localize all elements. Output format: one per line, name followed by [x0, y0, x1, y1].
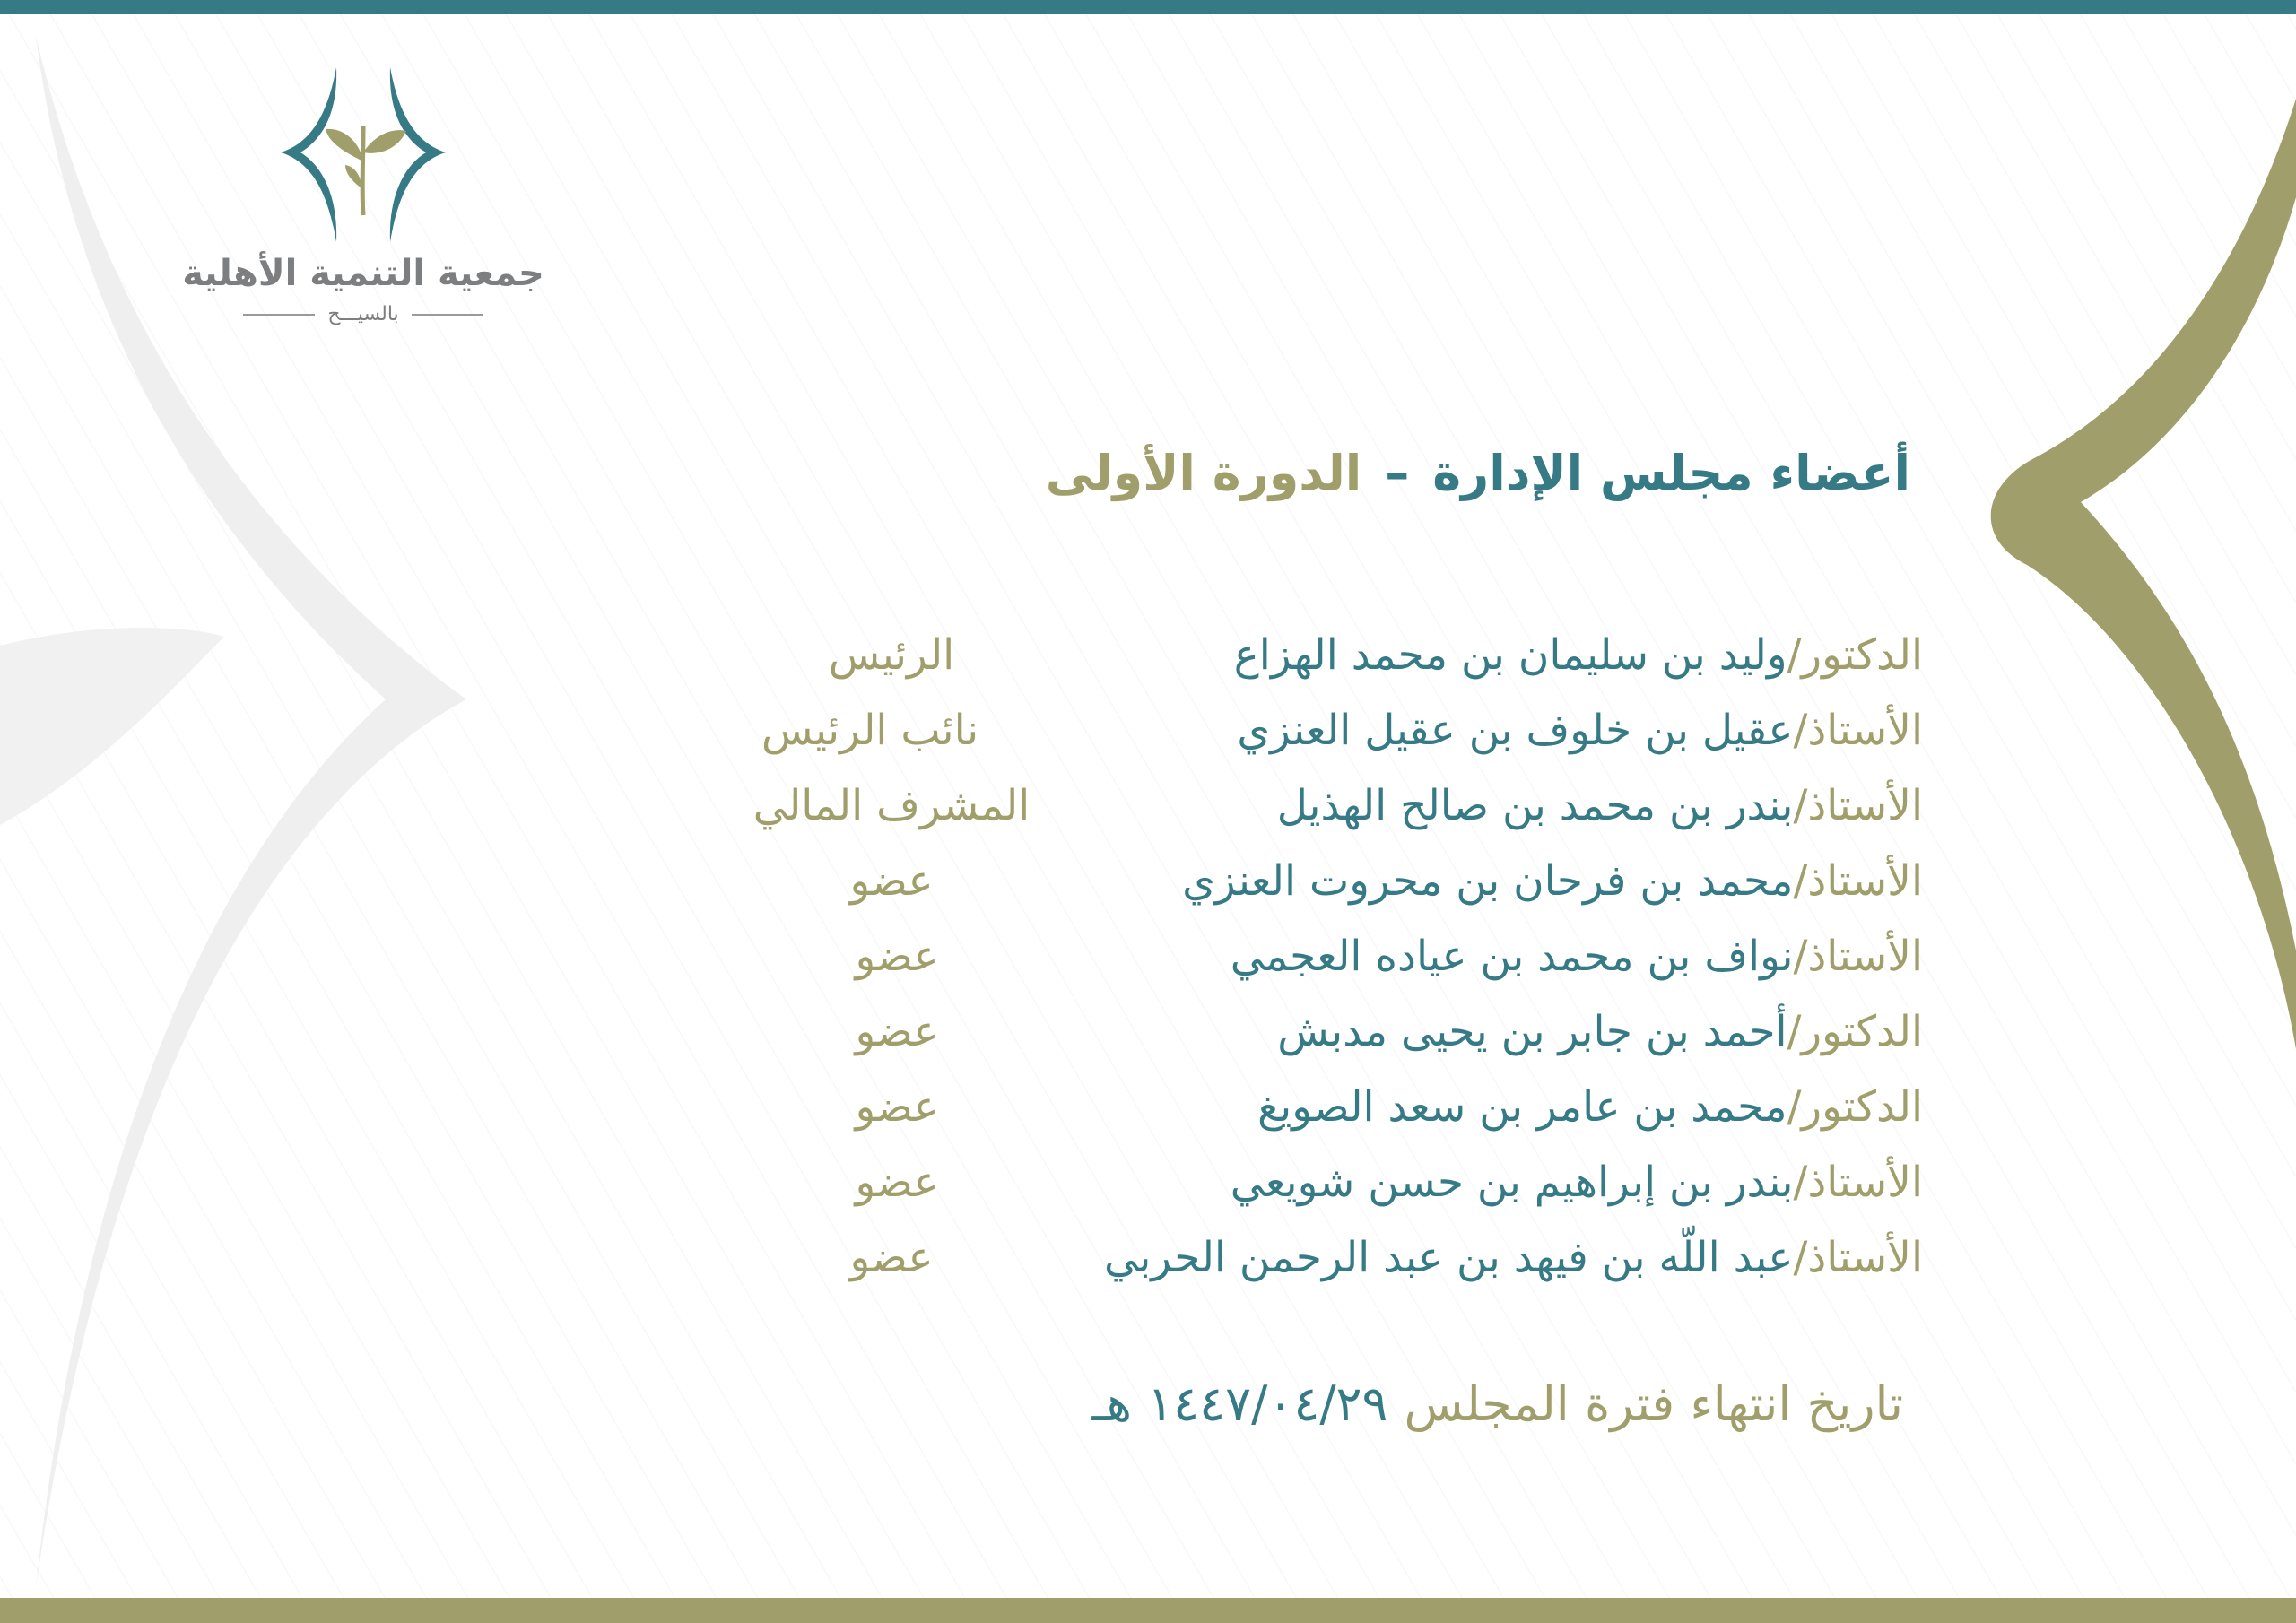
member-role: نائب الرئيس	[761, 706, 979, 755]
bottom-accent-bar	[0, 1598, 2296, 1623]
title-board-members: أعضاء مجلس الإدارة	[1432, 445, 1910, 501]
member-honorific: الأستاذ/	[1793, 781, 1923, 830]
member-row	[0, 624, 2296, 687]
member-name: الأستاذ/نواف بن محمد بن عياده العجمي	[1230, 932, 1923, 981]
title-session: الدورة الأولى	[1045, 445, 1362, 501]
member-row	[0, 1076, 2296, 1139]
member-row	[0, 1151, 2296, 1214]
term-end-date: ١٤٤٧/٠٤/٢٩ هـ	[1091, 1376, 1388, 1432]
member-role: عضو	[855, 1158, 939, 1207]
title-separator: –	[1385, 445, 1410, 501]
member-name: الدكتور/محمد بن عامر بن سعد الصويغ	[1257, 1082, 1923, 1132]
member-honorific: الأستاذ/	[1793, 1158, 1923, 1207]
term-end-label: تاريخ انتهاء فترة المجلس	[1404, 1376, 1903, 1432]
member-honorific: الأستاذ/	[1793, 932, 1923, 981]
member-row	[0, 1001, 2296, 1063]
member-name: الدكتور/أحمد بن جابر بن يحيى مدبش	[1277, 1007, 1923, 1056]
member-honorific: الأستاذ/	[1793, 1233, 1923, 1282]
member-name: الأستاذ/عبد اللّه بن فيهد بن عبد الرحمن الحربي	[1104, 1233, 1923, 1282]
member-row	[0, 775, 2296, 838]
member-role: عضو	[849, 1233, 934, 1282]
member-honorific: الدكتور/	[1787, 1082, 1923, 1132]
organization-location: بالسيـــح	[170, 303, 556, 325]
board-term-end	[897, 1376, 1903, 1432]
member-row	[0, 850, 2296, 913]
member-honorific: الدكتور/	[1787, 630, 1923, 680]
member-name: الأستاذ/عقيل بن خلوف بن عقيل العنزي	[1237, 706, 1923, 755]
member-name: الأستاذ/بندر بن محمد بن صالح الهذيل	[1276, 781, 1923, 830]
member-role: المشرف المالي	[752, 781, 1031, 830]
member-role: عضو	[855, 932, 939, 981]
member-name: الأستاذ/بندر بن إبراهيم بن حسن شويعي	[1230, 1158, 1923, 1207]
member-row	[0, 699, 2296, 762]
member-role: عضو	[855, 1082, 939, 1132]
member-honorific: الأستاذ/	[1793, 706, 1923, 755]
member-row	[0, 1227, 2296, 1289]
member-row	[0, 925, 2296, 988]
member-honorific: الدكتور/	[1787, 1007, 1923, 1056]
organization-name: جمعية التنمية الأهلية	[182, 253, 544, 294]
member-role: عضو	[855, 1007, 939, 1056]
member-name: الدكتور/وليد بن سليمان بن محمد الهزاع	[1233, 630, 1923, 680]
member-role: الرئيس	[828, 630, 955, 680]
member-name: الأستاذ/محمد بن فرحان بن محروت العنزي	[1182, 856, 1923, 906]
member-role: عضو	[849, 856, 934, 906]
member-honorific: الأستاذ/	[1793, 856, 1923, 906]
